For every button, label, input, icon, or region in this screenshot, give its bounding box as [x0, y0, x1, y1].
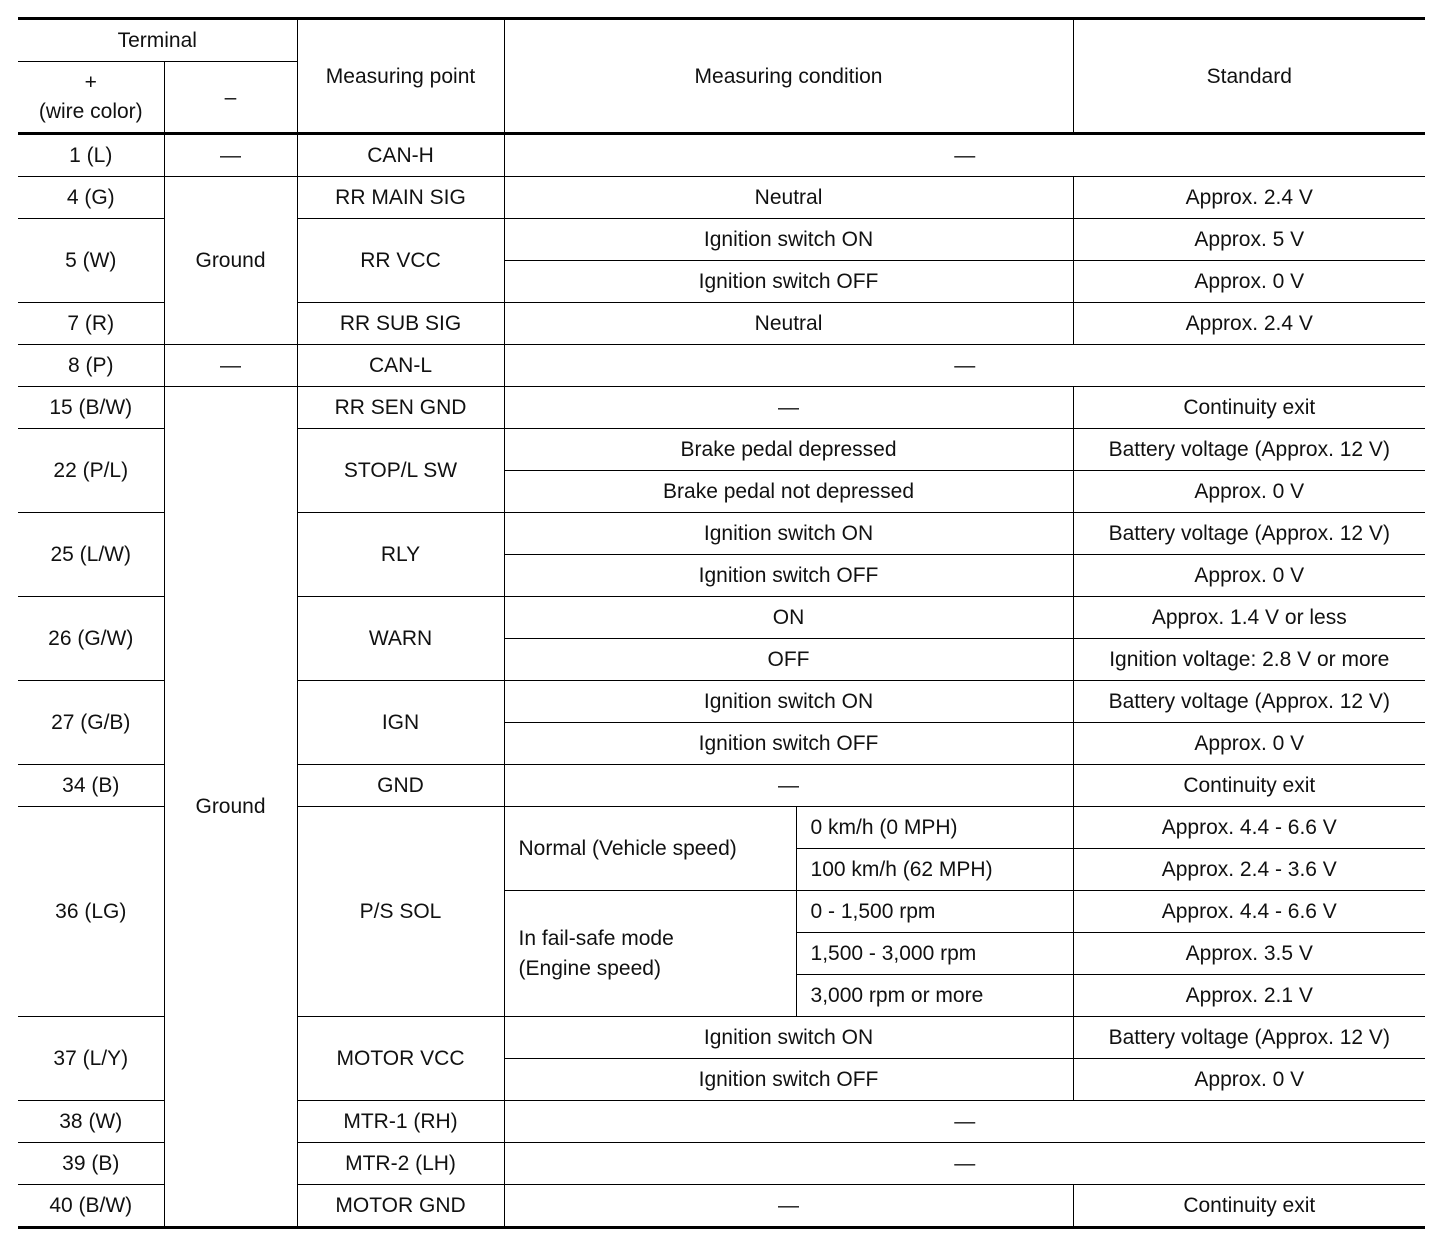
standard-cell: Approx. 0 V	[1073, 1059, 1425, 1101]
condition-cell: Ignition switch OFF	[504, 1059, 1073, 1101]
header-measuring-condition: Measuring condition	[504, 19, 1073, 134]
standard-cell: Approx. 0 V	[1073, 261, 1425, 303]
terminal-cell: 4 (G)	[18, 177, 164, 219]
standard-cell: Battery voltage (Approx. 12 V)	[1073, 1017, 1425, 1059]
terminal-cell: 38 (W)	[18, 1101, 164, 1143]
standard-cell: Battery voltage (Approx. 12 V)	[1073, 681, 1425, 723]
standard-cell: Approx. 3.5 V	[1073, 933, 1425, 975]
condition-cell: —	[504, 387, 1073, 429]
terminal-cell: 5 (W)	[18, 219, 164, 303]
terminal-cell: 25 (L/W)	[18, 513, 164, 597]
condition-cell: —	[504, 1101, 1425, 1143]
point-cell: MOTOR GND	[297, 1185, 504, 1228]
standard-cell: Battery voltage (Approx. 12 V)	[1073, 429, 1425, 471]
point-cell: MTR-2 (LH)	[297, 1143, 504, 1185]
point-cell: GND	[297, 765, 504, 807]
standard-cell: Approx. 0 V	[1073, 555, 1425, 597]
condition-cell: —	[504, 1185, 1073, 1228]
condition-cell: Ignition switch ON	[504, 219, 1073, 261]
terminal-cell: 27 (G/B)	[18, 681, 164, 765]
point-cell: IGN	[297, 681, 504, 765]
header-measuring-point: Measuring point	[297, 19, 504, 134]
fail-safe-line-1: In fail-safe mode	[518, 926, 674, 950]
point-cell: CAN-L	[297, 345, 504, 387]
condition-subcell: 3,000 rpm or more	[796, 975, 1073, 1017]
header-standard: Standard	[1073, 19, 1425, 134]
minus-cell-ground: Ground	[164, 177, 297, 345]
condition-subcell: 0 - 1,500 rpm	[796, 891, 1073, 933]
minus-cell: —	[164, 134, 297, 177]
condition-cell: —	[504, 765, 1073, 807]
standard-cell: Continuity exit	[1073, 1185, 1425, 1228]
condition-subcell: 1,500 - 3,000 rpm	[796, 933, 1073, 975]
condition-cell: Ignition switch OFF	[504, 261, 1073, 303]
standard-cell: Ignition voltage: 2.8 V or more	[1073, 639, 1425, 681]
standard-cell: Continuity exit	[1073, 387, 1425, 429]
condition-cell: Ignition switch ON	[504, 513, 1073, 555]
standard-cell: Continuity exit	[1073, 765, 1425, 807]
condition-cell: Brake pedal depressed	[504, 429, 1073, 471]
condition-subcell: 100 km/h (62 MPH)	[796, 849, 1073, 891]
header-terminal: Terminal	[18, 19, 297, 62]
standard-cell: Approx. 1.4 V or less	[1073, 597, 1425, 639]
terminal-cell: 36 (LG)	[18, 807, 164, 1017]
standard-cell: Approx. 2.4 - 3.6 V	[1073, 849, 1425, 891]
terminal-cell: 40 (B/W)	[18, 1185, 164, 1228]
condition-cell: Ignition switch OFF	[504, 723, 1073, 765]
table-row	[18, 134, 1425, 177]
condition-cell: Ignition switch ON	[504, 681, 1073, 723]
terminal-cell: 39 (B)	[18, 1143, 164, 1185]
standard-cell: Battery voltage (Approx. 12 V)	[1073, 513, 1425, 555]
minus-cell: —	[164, 345, 297, 387]
condition-cell: —	[504, 1143, 1425, 1185]
standard-cell: Approx. 5 V	[1073, 219, 1425, 261]
table-row	[18, 345, 1425, 387]
point-cell: RR SUB SIG	[297, 303, 504, 345]
condition-cell: OFF	[504, 639, 1073, 681]
point-cell: RLY	[297, 513, 504, 597]
fail-safe-line-2: (Engine speed)	[518, 956, 661, 980]
point-cell: WARN	[297, 597, 504, 681]
terminal-cell: 34 (B)	[18, 765, 164, 807]
terminal-cell: 26 (G/W)	[18, 597, 164, 681]
standard-cell: Approx. 2.4 V	[1073, 177, 1425, 219]
point-cell: CAN-H	[297, 134, 504, 177]
condition-cell: Neutral	[504, 303, 1073, 345]
point-cell: STOP/L SW	[297, 429, 504, 513]
condition-cell: —	[504, 134, 1425, 177]
minus-cell-ground: Ground	[164, 387, 297, 1228]
terminal-cell: 22 (P/L)	[18, 429, 164, 513]
standard-cell: Approx. 2.1 V	[1073, 975, 1425, 1017]
terminal-cell: 1 (L)	[18, 134, 164, 177]
header-minus: –	[164, 62, 297, 134]
condition-cell: Ignition switch OFF	[504, 555, 1073, 597]
terminal-cell: 37 (L/Y)	[18, 1017, 164, 1101]
standard-cell: Approx. 0 V	[1073, 471, 1425, 513]
condition-subcell: 0 km/h (0 MPH)	[796, 807, 1073, 849]
header-wire-color: (wire color)	[38, 100, 143, 123]
condition-group-fail-safe	[504, 891, 796, 1017]
point-cell: RR VCC	[297, 219, 504, 303]
point-cell: P/S SOL	[297, 807, 504, 1017]
condition-group-normal: Normal (Vehicle speed)	[504, 807, 796, 891]
condition-cell: —	[504, 345, 1425, 387]
standard-cell: Approx. 4.4 - 6.6 V	[1073, 891, 1425, 933]
point-cell: RR SEN GND	[297, 387, 504, 429]
standard-cell: Approx. 0 V	[1073, 723, 1425, 765]
standard-cell: Approx. 4.4 - 6.6 V	[1073, 807, 1425, 849]
table-row	[18, 177, 1425, 219]
condition-cell: Neutral	[504, 177, 1073, 219]
terminal-cell: 8 (P)	[18, 345, 164, 387]
header-plus-sign: +	[84, 71, 97, 94]
point-cell: MTR-1 (RH)	[297, 1101, 504, 1143]
point-cell: MOTOR VCC	[297, 1017, 504, 1101]
point-cell: RR MAIN SIG	[297, 177, 504, 219]
header-plus	[18, 62, 164, 134]
condition-cell: Ignition switch ON	[504, 1017, 1073, 1059]
condition-cell: ON	[504, 597, 1073, 639]
table-row	[18, 387, 1425, 429]
terminal-cell: 15 (B/W)	[18, 387, 164, 429]
condition-cell: Brake pedal not depressed	[504, 471, 1073, 513]
standard-cell: Approx. 2.4 V	[1073, 303, 1425, 345]
terminal-cell: 7 (R)	[18, 303, 164, 345]
terminal-spec-table	[18, 17, 1425, 1229]
